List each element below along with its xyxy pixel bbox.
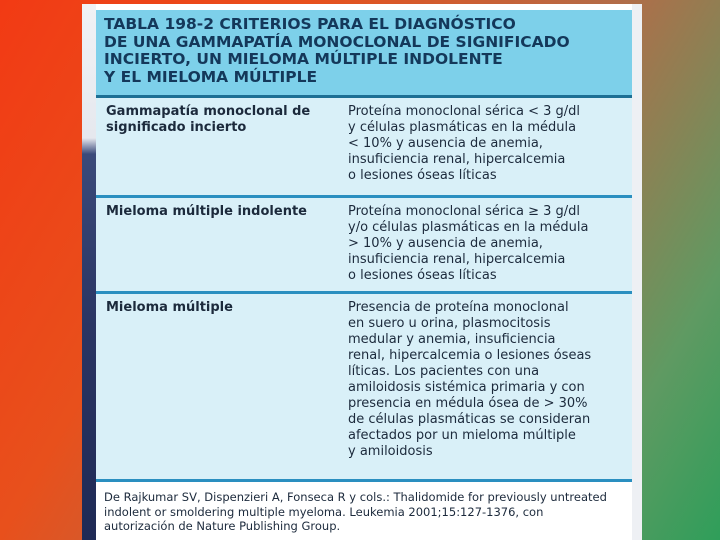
row-description: Proteína monoclonal sérica ≥ 3 g/dl y/o células plasmáticas en la médula > 10% y ausencia de anemia, insuficiencia renal, hipercalcemia o lesiones óseas líticas xyxy=(348,204,589,283)
row-description: Presencia de proteína monoclonal en suero u orina, plasmocitosis medular y anemia, insuficiencia renal, hipercalcemia o lesiones óseas líticas. Los pacientes con una amiloidosis sistémica primaria y con presencia en médula ósea de > 30% de células plasmáticas se consideran afectados por un mieloma múltiple y amiloidosis xyxy=(348,300,592,459)
row-label: Mieloma múltiple xyxy=(106,300,233,315)
table-row xyxy=(96,98,632,198)
table-image xyxy=(82,4,642,540)
source-citation: De Rajkumar SV, Dispenzieri A, Fonseca R y cols.: Thalidomide for previously untreated indolent or smoldering multiple myeloma. Leukemia 2001;15:127-1376, con autorización de Nature Publishing Group. xyxy=(104,490,607,533)
table-title-band xyxy=(96,10,632,98)
table-row xyxy=(96,294,632,482)
page-edge-right xyxy=(632,4,642,540)
table-title: TABLA 198-2 CRITERIOS PARA EL DIAGNÓSTICO DE UNA GAMMAPATÍA MONOCLONAL DE SIGNIFICADO INCIERTO, UN MIELOMA MÚLTIPLE INDOLENTE Y EL MIELOMA MÚLTIPLE xyxy=(104,15,570,86)
row-label: Gammapatía monoclonal de significado incierto xyxy=(106,104,311,135)
page-edge-left xyxy=(82,4,96,540)
table-source-note xyxy=(96,486,632,540)
row-description: Proteína monoclonal sérica < 3 g/dl y células plasmáticas en la médula < 10% y ausencia de anemia, insuficiencia renal, hipercalcemia o lesiones óseas líticas xyxy=(348,104,581,183)
table-row xyxy=(96,198,632,294)
table-body xyxy=(96,98,632,482)
row-label: Mieloma múltiple indolente xyxy=(106,204,307,219)
